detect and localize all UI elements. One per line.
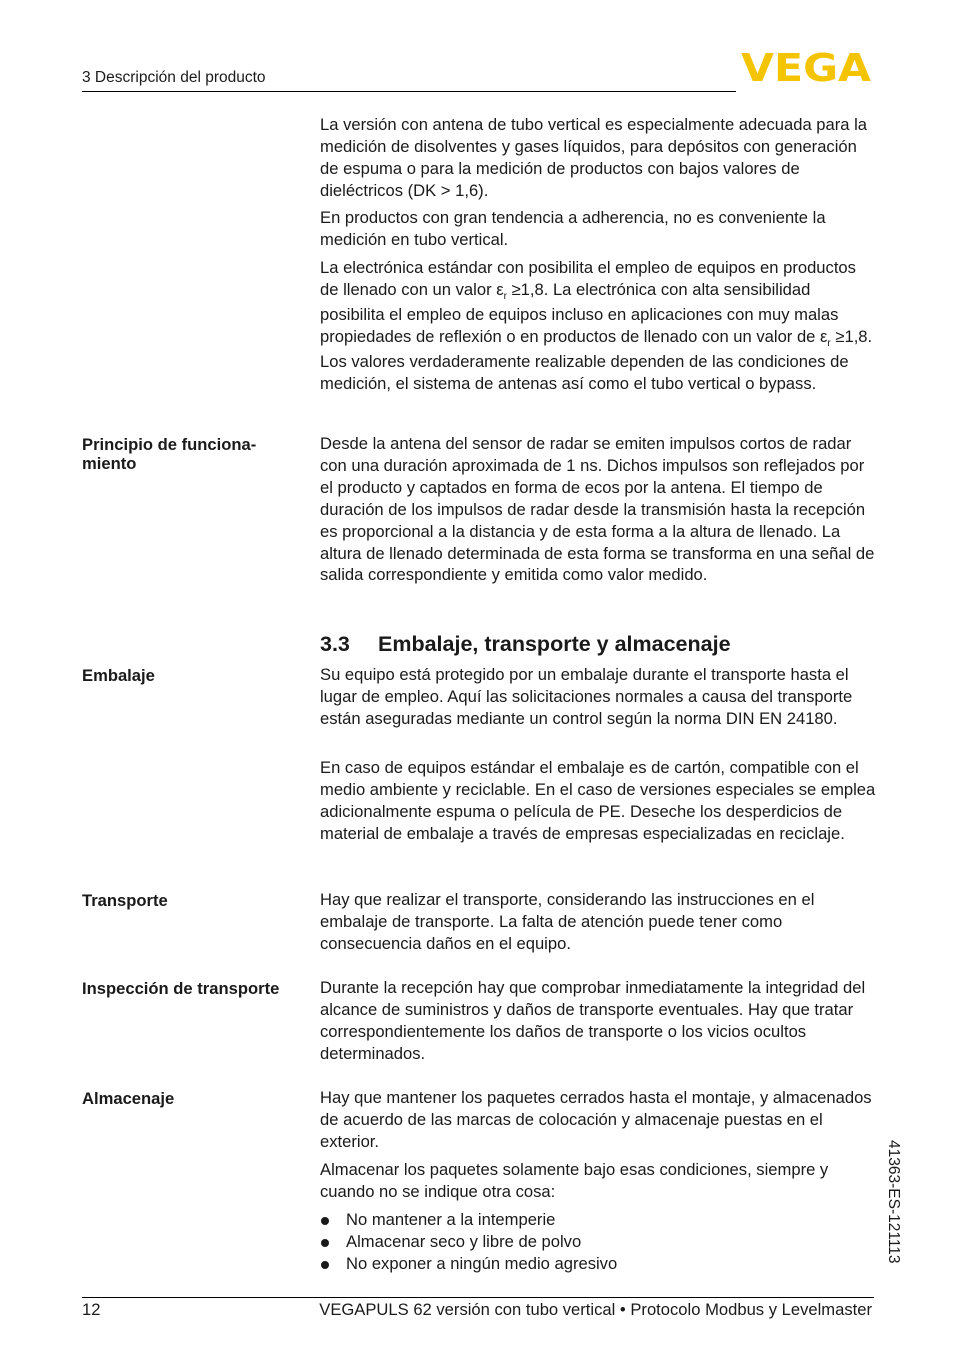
transporte-text: Hay que realizar el transporte, considerando las instrucciones en el embalaje de transporte. La falta de atención puede tener como consecuencia daños en el equipo. [320,890,815,953]
storage-conditions-list [320,1209,876,1275]
embalaje-paragraph-2: En caso de equipos estándar el embalaje es de cartón, compatible con el medio ambiente y reciclable. En el caso de versiones especiales se emplea adicionalmente espuma o película de PE. Deseche los desperdicios de material de embalaje a través de empresas especializadas en reciclaje. [320,758,876,843]
label-transporte: Transporte [82,891,168,910]
vega-logo-text: VEGA [741,52,872,84]
intro-paragraph-1: La versión con antena de tubo vertical es especialmente adecuada para la medición de disolventes y gases líquidos, para depósitos con generación de espuma o para la medición de productos con bajos valores de dieléctricos (DK > 1,6). [320,115,868,200]
page-number: 12 [82,1300,101,1319]
label-embalaje: Embalaje [82,666,155,685]
list-item: Almacenar seco y libre de polvo [320,1231,876,1253]
intro-p3-part-a: La electrónica estándar con posibilita el empleo de equipos en productos de llenado con un valor ε [320,258,856,299]
intro-paragraph-3 [320,257,876,394]
header-divider [82,91,736,92]
list-item: No mantener a la intemperie [320,1209,876,1231]
epsilon-subscript: r [827,337,831,349]
intro-paragraph-2: En productos con gran tendencia a adherencia, no es conveniente la medición en tubo vertical. [320,208,826,249]
intro-p3-part-b: ≥1,8. La electrónica con alta sensibilidad posibilita el empleo de equipos incluso en aplicaciones con muy malas propiedades de reflexión o en productos de llenado con un valor de ε [320,279,839,346]
almacenaje-paragraph-1: Hay que mantener los paquetes cerrados hasta el montaje, y almacenados de acuerdo de las marcas de colocación y almacenaje puestas en el exterior. [320,1088,872,1151]
label-inspeccion: Inspección de transporte [82,979,280,998]
vega-logo [740,52,872,84]
footer-title: VEGAPULS 62 versión con tubo vertical • Protocolo Modbus y Levelmaster [319,1300,872,1319]
label-principio: Principio de funciona- miento [82,435,257,473]
footer-divider [82,1297,874,1298]
principio-text: Desde la antena del sensor de radar se emiten impulsos cortos de radar con una duración aproximada de 1 ns. Dichos impulsos son reflejados por el producto y captados en forma de ecos por la antena. El tiempo de duración de los impulsos de radar desde la transmisión hasta la recepción es proporcional a la distancia y de esta forma a la altura de llenado. La altura de llenado determinada de esta forma se transforma en una señal de salida correspondiente y emitida como valor medido. [320,434,875,585]
epsilon-subscript: r [503,290,507,302]
embalaje-paragraph-1: Su equipo está protegido por un embalaje durante el transporte hasta el lugar de empleo. Aquí las solicitaciones normales a causa del transporte están aseguradas mediante un control según la norma DIN EN 24180. [320,665,853,728]
inspeccion-text: Durante la recepción hay que comprobar inmediatamente la integridad del alcance de suministros y daños de transporte eventuales. Hay que tratar correspondientemente los daños de transporte o los vicios ocultos determinados. [320,978,866,1063]
intro-p3-part-c: ≥1,8. Los valores verdaderamente realizable dependen de las condiciones de medición, el sistema de antenas así como el tubo vertical o bypass. [320,326,873,393]
section-number: 3.3 [320,632,350,656]
almacenaje-paragraph-2: Almacenar los paquetes solamente bajo esas condiciones, siempre y cuando no se indique otra cosa: [320,1160,829,1201]
label-almacenaje: Almacenaje [82,1089,175,1108]
running-header: 3 Descripción del producto [82,69,266,86]
document-code: 41363-ES-121113 [885,1140,902,1264]
list-item: No exponer a ningún medio agresivo [320,1253,876,1275]
section-title: Embalaje, transporte y almacenaje [378,632,731,656]
section-heading [320,630,731,658]
